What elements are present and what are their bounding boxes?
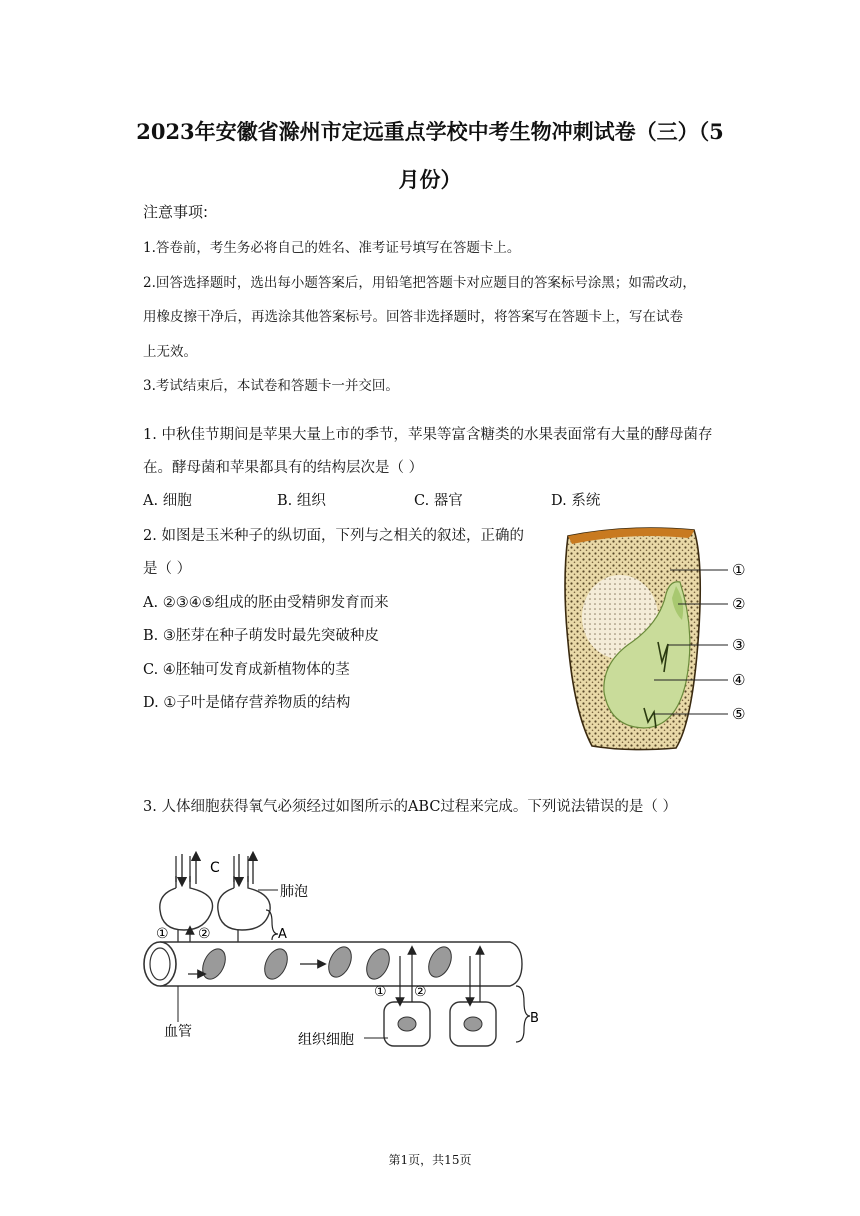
q1-option-b: B. 组织 bbox=[277, 493, 326, 509]
notice-item-2-end: 上无效。 bbox=[143, 344, 197, 360]
seed-label-5: ⑤ bbox=[732, 705, 746, 723]
label-tissue-cell: 组织细胞 bbox=[298, 1032, 354, 1048]
brace-b bbox=[516, 986, 530, 1042]
label-alveolus: 肺泡 bbox=[280, 884, 308, 900]
notice-item-3: 3.考试结束后，本试卷和答题卡一并交回。 bbox=[143, 378, 399, 394]
q2-option-d: D. ①子叶是储存营养物质的结构 bbox=[143, 695, 351, 711]
q1-stem-line-1: 1. 中秋佳节期间是苹果大量上市的季节，苹果等富含糖类的水果表面常有大量的酵母菌存 bbox=[143, 427, 713, 443]
page-footer: 第1页，共15页 bbox=[388, 1153, 472, 1167]
document-title bbox=[100, 108, 760, 204]
q1-stem-line-2: 在。酵母菌和苹果都具有的结构层次是（ ） bbox=[143, 460, 424, 476]
q1-option-d: D. 系统 bbox=[551, 493, 601, 509]
corn-seed-figure bbox=[558, 522, 758, 754]
tissue-cell-1-nucleus bbox=[398, 1017, 416, 1031]
label-cell-n1: ① bbox=[374, 984, 387, 1000]
q2-option-c: C. ④胚轴可发育成新植物体的茎 bbox=[143, 662, 350, 678]
tissue-cell-2-nucleus bbox=[464, 1017, 482, 1031]
q2-stem-line-1: 2. 如图是玉米种子的纵切面，下列与之相关的叙述，正确的 bbox=[143, 528, 524, 544]
q3-stem-line-1: 3. 人体细胞获得氧气必须经过如图所示的ABC过程来完成。下列说法错误的是（ ） bbox=[143, 799, 678, 815]
seed-label-1: ① bbox=[732, 561, 746, 579]
q2-option-b: B. ③胚芽在种子萌发时最先突破种皮 bbox=[143, 628, 379, 644]
seed-label-3: ③ bbox=[732, 636, 746, 654]
label-vessel: 血管 bbox=[164, 1024, 192, 1040]
label-b: B bbox=[530, 1011, 539, 1026]
label-a: A bbox=[278, 927, 287, 942]
label-alveolus-n1: ① bbox=[156, 926, 169, 942]
title-line-1: 2023年安徽省滁州市定远重点学校中考生物冲刺试卷（三）（5 bbox=[136, 119, 724, 144]
q1-option-a: A. 细胞 bbox=[143, 493, 192, 509]
label-c: C bbox=[210, 860, 220, 876]
seed-label-4: ④ bbox=[732, 671, 746, 689]
alveolus-left bbox=[160, 876, 213, 930]
respiration-figure bbox=[138, 846, 558, 1056]
notice-item-2: 2.回答选择题时，选出每小题答案后，用铅笔把答题卡对应题目的答案标号涂黑；如需改动， bbox=[143, 275, 696, 291]
q1-option-c: C. 器官 bbox=[414, 493, 463, 509]
alveolus-right bbox=[218, 876, 270, 930]
q2-stem-line-2: 是（ ） bbox=[143, 561, 192, 577]
notice-item-1: 1.答卷前，考生务必将自己的姓名、准考证号填写在答题卡上。 bbox=[143, 240, 521, 256]
seed-label-2: ② bbox=[732, 595, 746, 613]
label-cell-n2: ② bbox=[414, 984, 427, 1000]
vessel-inner bbox=[150, 948, 170, 980]
title-line-2: 月份） bbox=[398, 167, 462, 192]
notice-heading: 注意事项: bbox=[143, 203, 209, 221]
label-alveolus-n2: ② bbox=[198, 926, 211, 942]
q2-option-a: A. ②③④⑤组成的胚由受精卵发育而来 bbox=[143, 595, 389, 611]
notice-item-2-cont: 用橡皮擦干净后，再选涂其他答案标号。回答非选择题时，将答案写在答题卡上，写在试卷 bbox=[143, 309, 683, 325]
